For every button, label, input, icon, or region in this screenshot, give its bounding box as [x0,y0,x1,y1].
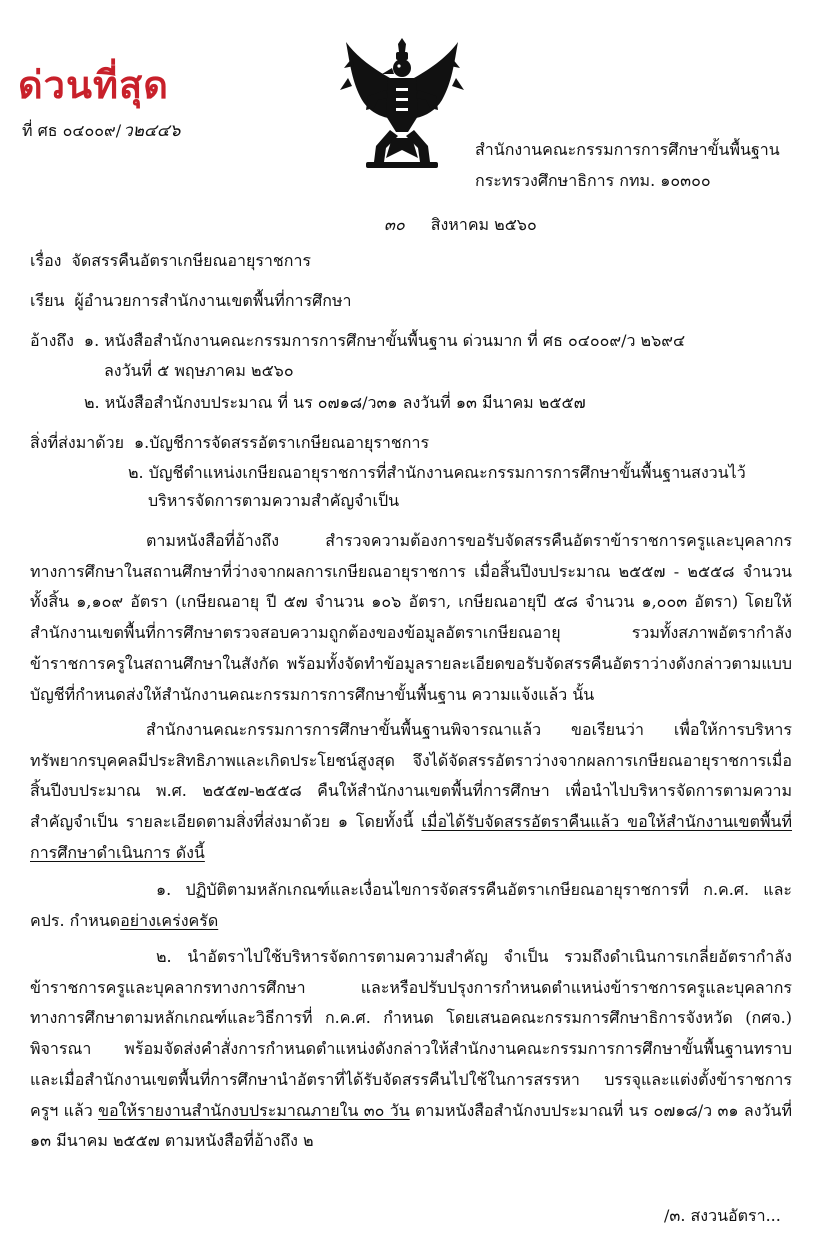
subject-label: เรื่อง [30,251,62,270]
document-number [22,120,180,142]
recipient-text: ผู้อำนวยการสำนักงานเขตพื้นที่การศึกษา [74,291,352,310]
continuation-marker: /๓. สงวนอัตรา... [664,1206,781,1225]
instruction-2 [30,942,792,1157]
instruction-2-emphasis: ขอให้รายงานสำนักงบประมาณภายใน ๓๐ วัน [98,1100,410,1120]
reference-label: อ้างถึง [30,331,74,350]
body-paragraph-2-text: สำนักงานคณะกรรมการการศึกษาขั้นพื้นฐานพิจารณาแล้ว ขอเรียนว่า เพื่อให้การบริหารทรัพยากรบุคคลมีประสิทธิภาพและเกิดประโยชน์สูงสุด จึงได้จัดสรรอัตราว่างจากผลการเกษียณอายุราชการเมื่อสิ้นปีงบประมาณ พ.ศ. ๒๕๕๗-๒๕๕๘ คืนให้สำนักงานเขตพื้นที่การศึกษา เพื่อนำไปบริหารจัดการตามความสำคัญจำเป็น รายละเอียดตามสิ่งที่ส่งมาด้วย ๑ โดยทั้งนี้ [30,720,792,832]
instruction-2-text: ๒. นำอัตราไปใช้บริหารจัดการตามความสำคัญ จำเป็น รวมถึงดำเนินการเกลี่ยอัตรากำลังข้าราชการครูและบุคลากรทางการศึกษา และหรือปรับปรุงการกำหนดตำแหน่งข้าราชการครูและบุคลากรทางการศึกษาตามหลักเกณฑ์และวิธีการที่ ก.ค.ศ. กำหนด โดยเสนอคณะกรรมการศึกษาธิการจังหวัด (กศจ.) พิจารณา พร้อมจัดส่งคำสั่งการกำหนดตำแหน่งดังกล่าวให้สำนักงานคณะกรรมการการศึกษาขั้นพื้นฐานทราบ และเมื่อสำนักงานเขตพื้นที่การศึกษานำอัตราที่ได้รับจัดสรรคืนไปใช้ในการสรรหา บรรจุและแต่งตั้งข้าราชการครูฯ แล้ว [30,947,792,1120]
urgent-stamp: ด่วนที่สุด [18,63,169,107]
enclosure-line [30,432,429,454]
instruction-1-emphasis: อย่างเคร่งครัด [120,910,219,930]
reference-item-1: ๑. หนังสือสำนักงานคณะกรรมการการศึกษาขั้นพื้นฐาน ด่วนมาก ที่ ศธ ๐๔๐๐๙/ว ๒๖๙๔ [83,331,686,350]
issuing-office [475,134,780,196]
body-paragraph-2-emphasis: เมื่อได้รับจัดสรรอัตราคืนแล้ว ขอให้สำนักงานเขตพื้นที่การศึกษาดำเนินการ ดังนี้ [30,812,793,862]
instruction-2-text-end: ตามหนังสือสำนักงบประมาณที่ นร ๐๗๑๘/ว ๓๑ ลงวันที่ ๑๓ มีนาคม ๒๕๕๗ ตามหนังสือที่อ้างถึง ๒ [30,1100,793,1151]
enclosure-label: สิ่งที่ส่งมาด้วย [30,433,124,452]
recipient-label: เรียน [30,291,65,310]
reference-item-1-cont: ลงวันที่ ๕ พฤษภาคม ๒๕๖๐ [104,361,294,380]
recipient-line [30,290,351,312]
instruction-1-text: ๑. ปฏิบัติตามหลักเกณฑ์และเงื่อนไขการจัดสรรคืนอัตราเกษียณอายุราชการที่ ก.ค.ศ. และ คปร. กำหนด [30,880,792,930]
body-paragraph-2 [30,715,792,869]
document-date [384,214,537,236]
document-number-prefix: ที่ ศธ ๐๔๐๐๙/ [22,121,122,140]
reference-item-2: ๒. หนังสือสำนักงบประมาณ ที่ นร ๐๗๑๘/ว๓๑ ลงวันที่ ๑๓ มีนาคม ๒๕๕๗ [84,393,586,412]
subject-text: จัดสรรคืนอัตราเกษียณอายุราชการ [71,251,312,270]
enclosure-item-1: ๑.บัญชีการจัดสรรอัตราเกษียณอายุราชการ [133,433,430,452]
body-paragraph-1 [30,526,792,710]
office-name: สำนักงานคณะกรรมการการศึกษาขั้นพื้นฐาน [475,140,780,159]
enclosure-item-2: ๒. บัญชีตำแหน่งเกษียณอายุราชการที่สำนักงานคณะกรรมการการศึกษาขั้นพื้นฐานสงวนไว้ [128,463,746,482]
garuda-emblem-icon [338,38,466,170]
office-address: กระทรวงศึกษาธิการ กทม. ๑๐๓๐๐ [475,171,711,190]
instruction-1 [30,875,792,936]
date-month-year: สิงหาคม ๒๕๖๐ [430,215,537,234]
document-number-handwritten: ว๒๔๔๖ [123,121,181,141]
subject-line [30,250,311,272]
reference-line [30,330,685,352]
body-paragraph-1-text: ตามหนังสือที่อ้างถึง สำรวจความต้องการขอรับจัดสรรคืนอัตราข้าราชการครูและบุคลากรทางการศึกษาในสถานศึกษาที่ว่างจากผลการเกษียณอายุราชการ เมื่อสิ้นปีงบประมาณ ๒๕๕๗ - ๒๕๕๘ จำนวนทั้งสิ้น ๑,๑๐๙ อัตรา (เกษียณอายุ ปี ๕๗ จำนวน ๑๐๖ อัตรา, เกษียณอายุปี ๕๘ จำนวน ๑,๐๐๓ อัตรา) โดยให้สำนักงานเขตพื้นที่การศึกษาตรวจสอบความถูกต้องของข้อมูลอัตราเกษียณอายุ รวมทั้งสภาพอัตรากำลังข้าราชการครูในสถานศึกษาในสังกัด พร้อมทั้งจัดทำข้อมูลรายละเอียดขอรับจัดสรรคืนอัตราว่างดังกล่าวตามแบบบัญชีที่กำหนดส่งให้สำนักงานคณะกรรมการการศึกษาขั้นพื้นฐาน ความแจ้งแล้ว นั้น [30,531,792,704]
enclosure-item-2-cont: บริหารจัดการตามความสำคัญจำเป็น [148,491,400,510]
date-day-handwritten: ๓๐ [384,215,405,234]
